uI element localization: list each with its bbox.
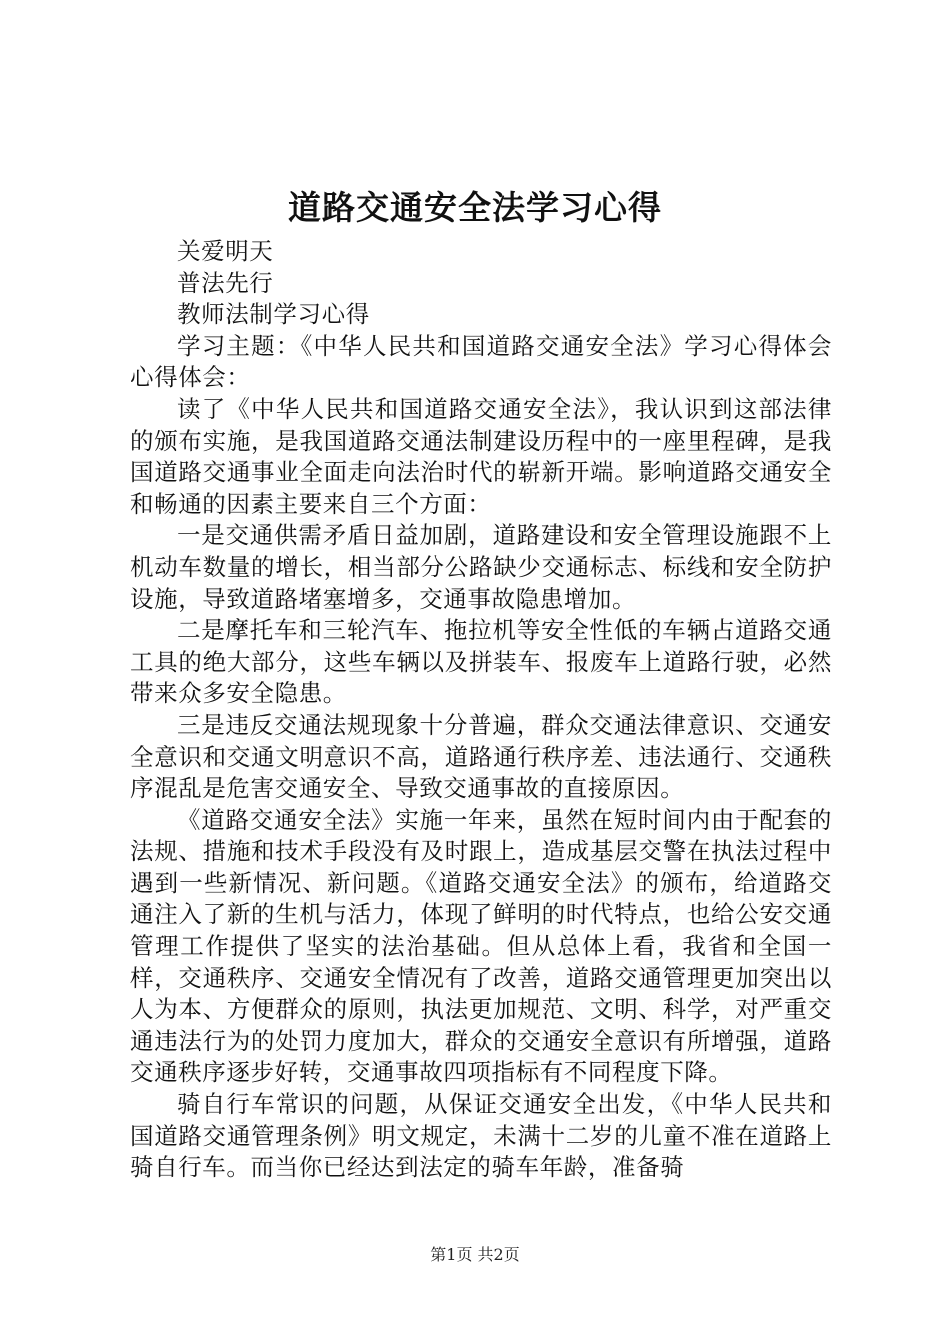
paragraph: 一是交通供需矛盾日益加剧，道路建设和安全管理设施跟不上机动车数量的增长，相当部分公路缺少交通标志、标线和安全防护设施，导致道路堵塞增多，交通事故隐患增加。 bbox=[130, 521, 832, 613]
paragraph: 二是摩托车和三轮汽车、拖拉机等安全性低的车辆占道路交通工具的绝大部分，这些车辆以及拼装车、报废车上道路行驶，必然带来众多安全隐患。 bbox=[130, 616, 832, 708]
document-body bbox=[130, 236, 832, 1184]
paragraph: 普法先行 bbox=[177, 268, 274, 297]
paragraph: 教师法制学习心得 bbox=[177, 300, 370, 329]
paragraph: 学习主题：《中华人民共和国道路交通安全法》学习心得体会心得体会： bbox=[130, 331, 832, 392]
paragraph: 《道路交通安全法》实施一年来，虽然在短时间内由于配套的法规、措施和技术手段没有及时跟上，造成基层交警在执法过程中遇到一些新情况、新问题。《道路交通安全法》的颁布，给道路交通注入了新的生机与活力，体现了鲜明的时代特点，也给公安交通管理工作提供了坚实的法治基础。但从总体上看，我省和全国一样，交通秩序、交通安全情况有了改善，道路交通管理更加突出以人为本、方便群众的原则，执法更加规范、文明、科学，对严重交通违法行为的处罚力度加大，群众的交通安全意识有所增强，道路交通秩序逐步好转，交通事故四项指标有不同程度下降。 bbox=[130, 805, 832, 1087]
page-number-footer: 第1页 共2页 bbox=[430, 1245, 520, 1264]
paragraph: 三是违反交通法规现象十分普遍，群众交通法律意识、交通安全意识和交通文明意识不高，道路通行秩序差、违法通行、交通秩序混乱是危害交通安全、导致交通事故的直接原因。 bbox=[130, 710, 832, 803]
document-title: 道路交通安全法学习心得 bbox=[288, 188, 662, 227]
paragraph: 骑自行车常识的问题，从保证交通安全出发，《中华人民共和国道路交通管理条例》明文规定，未满十二岁的儿童不准在道路上骑自行车。而当你已经达到法定的骑车年龄，准备骑 bbox=[130, 1090, 832, 1182]
paragraph: 关爱明天 bbox=[177, 237, 274, 265]
paragraph: 读了《中华人民共和国道路交通安全法》，我认识到这部法律的颁布实施，是我国道路交通法制建设历程中的一座里程碑，是我国道路交通事业全面走向法治时代的崭新开端。影响道路交通安全和畅通的因素主要来自三个方面： bbox=[130, 394, 832, 518]
